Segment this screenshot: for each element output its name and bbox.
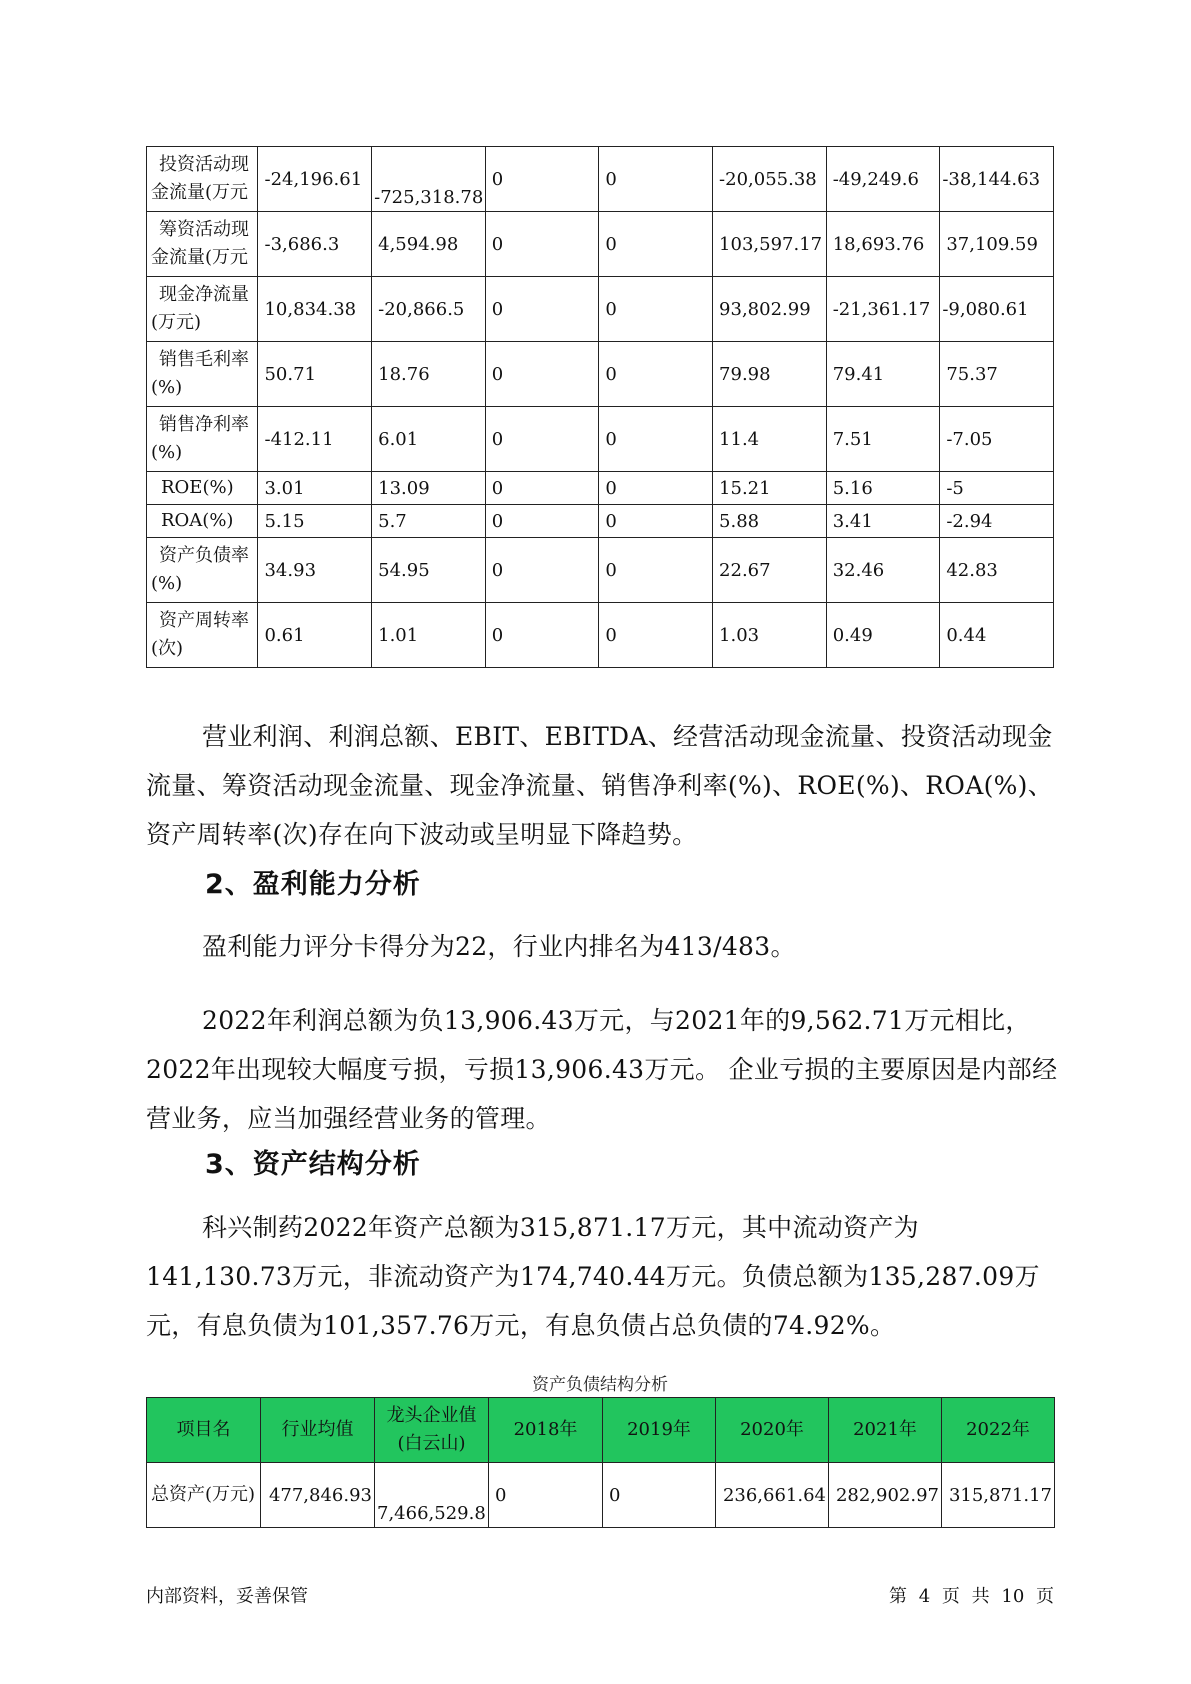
table-cell: 0 bbox=[599, 212, 713, 277]
table-cell: 11.4 bbox=[713, 407, 827, 472]
table-cell: 4,594.98 bbox=[372, 212, 486, 277]
table-cell: -9,080.61 bbox=[940, 277, 1054, 342]
column-header: 行业均值 bbox=[261, 1398, 375, 1463]
row-label: 筹资活动现金流量(万元 bbox=[147, 212, 258, 277]
row-label: 现金净流量(万元) bbox=[147, 277, 258, 342]
trend-paragraph: 营业利润、利润总额、EBIT、EBITDA、经营活动现金流量、投资活动现金流量、筹资活动现金流量、现金净流量、销售净利率(%)、ROE(%)、ROA(%)、资产周转率(次)存在向下波动或呈明显下降趋势。 bbox=[146, 722, 1054, 849]
section-heading-profitability: 2、盈利能力分析 bbox=[205, 869, 421, 900]
table-row bbox=[147, 212, 1054, 277]
table-cell: -3,686.3 bbox=[258, 212, 372, 277]
column-header: 2018年 bbox=[489, 1398, 603, 1463]
table-cell: 13.09 bbox=[372, 472, 486, 505]
table-cell: 5.15 bbox=[258, 505, 372, 538]
table-cell: 7.51 bbox=[826, 407, 940, 472]
table-cell: 3.41 bbox=[826, 505, 940, 538]
table-cell: 22.67 bbox=[713, 538, 827, 603]
table-cell: 79.41 bbox=[826, 342, 940, 407]
table-cell: 0 bbox=[485, 505, 599, 538]
table-cell: 0 bbox=[599, 407, 713, 472]
table-cell: 54.95 bbox=[372, 538, 486, 603]
table-cell: -49,249.6 bbox=[826, 147, 940, 212]
column-header: 2022年 bbox=[942, 1398, 1055, 1463]
row-label: ROA(%) bbox=[147, 505, 258, 538]
table-cell: -2.94 bbox=[940, 505, 1054, 538]
row-label: 销售净利率(%) bbox=[147, 407, 258, 472]
table-cell: -38,144.63 bbox=[940, 147, 1054, 212]
table-cell: 0 bbox=[485, 342, 599, 407]
table-row bbox=[147, 277, 1054, 342]
row-label: 资产负债率(%) bbox=[147, 538, 258, 603]
row-label: 销售毛利率(%) bbox=[147, 342, 258, 407]
row-label: 总资产(万元) bbox=[147, 1463, 261, 1528]
table-cell: 0 bbox=[485, 212, 599, 277]
table-cell: -725,318.78 bbox=[372, 147, 486, 212]
column-header: 2019年 bbox=[603, 1398, 716, 1463]
financial-indicators-table bbox=[146, 146, 1054, 668]
table-cell: 5.7 bbox=[372, 505, 486, 538]
table-cell: -20,055.38 bbox=[713, 147, 827, 212]
footer-confidential-note: 内部资料，妥善保管 bbox=[146, 1586, 308, 1607]
table-cell: 3.01 bbox=[258, 472, 372, 505]
table-cell: 282,902.97 bbox=[829, 1463, 942, 1528]
table-row bbox=[147, 342, 1054, 407]
footer-page-number: 第 4 页 共 10 页 bbox=[889, 1586, 1054, 1607]
table-cell: 0 bbox=[603, 1463, 716, 1528]
table-cell: -21,361.17 bbox=[826, 277, 940, 342]
table-cell: 5.16 bbox=[826, 472, 940, 505]
row-label: 资产周转率(次) bbox=[147, 603, 258, 668]
section-heading-asset-structure: 3、资产结构分析 bbox=[205, 1149, 421, 1180]
table-cell: 0.61 bbox=[258, 603, 372, 668]
table-cell: 0 bbox=[485, 407, 599, 472]
table-cell: 103,597.17 bbox=[713, 212, 827, 277]
column-header: 项目名 bbox=[147, 1398, 261, 1463]
table-cell: 18.76 bbox=[372, 342, 486, 407]
table-cell: 42.83 bbox=[940, 538, 1054, 603]
table-cell: 0 bbox=[599, 472, 713, 505]
table-cell: 0 bbox=[599, 505, 713, 538]
table-cell: 6.01 bbox=[372, 407, 486, 472]
table-cell: 75.37 bbox=[940, 342, 1054, 407]
column-header: 2021年 bbox=[829, 1398, 942, 1463]
table-cell: 0 bbox=[485, 472, 599, 505]
table-cell: -7.05 bbox=[940, 407, 1054, 472]
table-row bbox=[147, 505, 1054, 538]
table-cell: 236,661.64 bbox=[716, 1463, 829, 1528]
table-cell: 34.93 bbox=[258, 538, 372, 603]
table-cell: 1.01 bbox=[372, 603, 486, 668]
table-row bbox=[147, 538, 1054, 603]
table-cell: 1.03 bbox=[713, 603, 827, 668]
table-cell: 0.49 bbox=[826, 603, 940, 668]
column-header: 2020年 bbox=[716, 1398, 829, 1463]
table-caption: 资产负债结构分析 bbox=[532, 1375, 668, 1395]
table-cell: 0.44 bbox=[940, 603, 1054, 668]
table-row bbox=[147, 147, 1054, 212]
table-cell: 0 bbox=[599, 538, 713, 603]
table-cell: 477,846.93 bbox=[261, 1463, 375, 1528]
table-cell: 50.71 bbox=[258, 342, 372, 407]
table-cell: 93,802.99 bbox=[713, 277, 827, 342]
table-cell: 37,109.59 bbox=[940, 212, 1054, 277]
table-cell: -20,866.5 bbox=[372, 277, 486, 342]
table-cell: 0 bbox=[599, 277, 713, 342]
table-cell: 0 bbox=[489, 1463, 603, 1528]
table-cell: 0 bbox=[599, 342, 713, 407]
table-cell: 0 bbox=[599, 603, 713, 668]
table-row bbox=[147, 472, 1054, 505]
table-cell: 79.98 bbox=[713, 342, 827, 407]
table-row bbox=[147, 1463, 1055, 1528]
table-row bbox=[147, 407, 1054, 472]
table-header-row bbox=[147, 1398, 1055, 1463]
row-label: 投资活动现金流量(万元 bbox=[147, 147, 258, 212]
table-cell: 0 bbox=[485, 538, 599, 603]
table-cell: 10,834.38 bbox=[258, 277, 372, 342]
asset-liability-table bbox=[146, 1397, 1055, 1528]
profit-paragraph: 2022年利润总额为负13,906.43万元，与2021年的9,562.71万元相比，2022年出现较大幅度亏损，亏损13,906.43万元。 企业亏损的主要原因是内部经营业务，应当加强经营业务的管理。 bbox=[146, 1006, 1058, 1133]
table-cell: 0 bbox=[599, 147, 713, 212]
table-cell: 315,871.17 bbox=[942, 1463, 1055, 1528]
table-cell: 0 bbox=[485, 147, 599, 212]
assets-paragraph: 科兴制药2022年资产总额为315,871.17万元，其中流动资产为141,130.73万元，非流动资产为174,740.44万元。负债总额为135,287.09万元，有息负债为101,357.76万元，有息负债占总负债的74.92%。 bbox=[146, 1213, 1040, 1340]
column-header: 龙头企业值(白云山) bbox=[375, 1398, 489, 1463]
table-cell: -5 bbox=[940, 472, 1054, 505]
table-row bbox=[147, 603, 1054, 668]
table-cell: 18,693.76 bbox=[826, 212, 940, 277]
row-label: ROE(%) bbox=[147, 472, 258, 505]
table-cell: 0 bbox=[485, 277, 599, 342]
table-cell: 32.46 bbox=[826, 538, 940, 603]
table-cell: -24,196.61 bbox=[258, 147, 372, 212]
table-cell: 15.21 bbox=[713, 472, 827, 505]
table-cell: -412.11 bbox=[258, 407, 372, 472]
table-cell: 7,466,529.8 bbox=[375, 1463, 489, 1528]
table-cell: 5.88 bbox=[713, 505, 827, 538]
table-cell: 0 bbox=[485, 603, 599, 668]
score-paragraph: 盈利能力评分卡得分为22，行业内排名为413/483。 bbox=[202, 932, 796, 961]
